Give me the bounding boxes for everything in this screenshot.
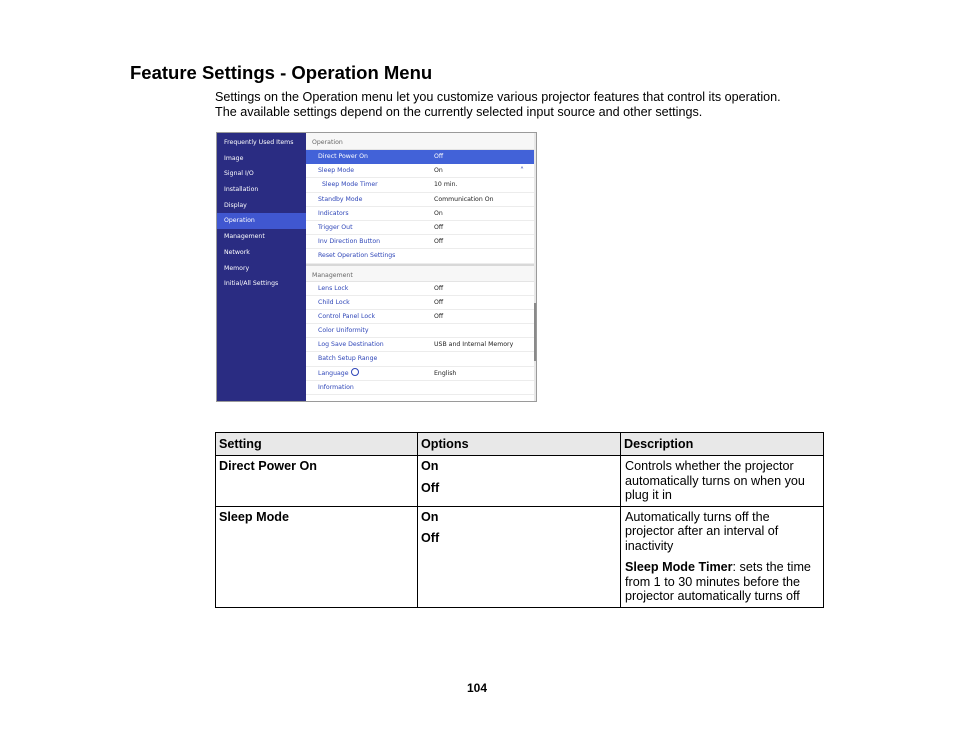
setting-options: [418, 456, 621, 507]
menu-row-child-lock[interactable]: [306, 296, 537, 310]
menu-row-label: Log Save Destination: [318, 341, 384, 349]
chevron-up-icon[interactable]: ˄: [520, 166, 524, 176]
sidebar-item-image[interactable]: Image: [224, 154, 244, 162]
setting-name: Direct Power On: [216, 456, 418, 507]
sidebar-item-display[interactable]: Display: [224, 201, 247, 209]
description-text: Controls whether the projector automatically turns on when you plug it in: [625, 459, 805, 502]
note-label: Sleep Mode Timer: [625, 560, 733, 574]
section-header-management: Management: [306, 264, 537, 282]
sidebar-item-installation[interactable]: Installation: [224, 186, 259, 194]
menu-row-lens-lock[interactable]: [306, 282, 537, 296]
menu-row-value: Off: [434, 223, 444, 231]
menu-scrollbar-thumb[interactable]: [534, 303, 537, 361]
page-title: Feature Settings - Operation Menu: [130, 62, 433, 83]
description-text: Automatically turns off the projector after an interval of inactivity: [625, 509, 779, 553]
menu-row-inv-direction-button[interactable]: [306, 235, 537, 249]
menu-row-label: Child Lock: [318, 298, 350, 306]
menu-row-value: Off: [434, 298, 444, 306]
menu-row-sleep-mode-timer[interactable]: [306, 178, 537, 192]
settings-table: [215, 432, 824, 608]
menu-row-label: Control Panel Lock: [318, 312, 376, 320]
option-value: On: [421, 509, 439, 524]
menu-row-label: Information: [318, 383, 354, 391]
option-value: On: [421, 459, 439, 473]
menu-row-value: On: [434, 209, 443, 217]
description-note: [625, 560, 820, 604]
menu-row-label: Lens Lock: [318, 284, 349, 292]
menu-row-label: Sleep Mode: [318, 167, 355, 175]
menu-row-label: [318, 367, 359, 381]
menu-row-label: Batch Setup Range: [318, 355, 378, 363]
page-number: 104: [466, 681, 488, 695]
note-text: : sets the time from 1 to 30 minutes before the projector automatically turns off: [625, 560, 811, 603]
menu-row-value: Communication On: [434, 195, 494, 203]
intro-line-1: Settings on the Operation menu let you customize various projector features that control its operation.: [215, 90, 781, 104]
menu-row-language[interactable]: [306, 367, 537, 381]
intro-paragraph: [215, 90, 781, 120]
menu-row-reset-operation-settings[interactable]: [306, 249, 537, 263]
sidebar-item-memory[interactable]: Memory: [224, 264, 250, 272]
column-header-setting: Setting: [216, 433, 418, 456]
sidebar-item-management[interactable]: Management: [224, 233, 265, 241]
menu-row-standby-mode[interactable]: [306, 193, 537, 207]
menu-row-cut-off: [306, 395, 537, 402]
setting-description: [621, 506, 824, 607]
menu-row-information[interactable]: [306, 381, 537, 395]
sidebar-item-frequently-used-items[interactable]: Frequently Used Items: [224, 139, 294, 146]
menu-row-value: Off: [434, 238, 444, 246]
menu-row-label: Color Uniformity: [318, 327, 369, 335]
intro-line-2: The available settings depend on the currently selected input source and other settings.: [215, 105, 703, 119]
menu-content-panel: [306, 133, 537, 401]
globe-icon: [351, 368, 359, 376]
option-value: Off: [421, 480, 440, 495]
menu-row-value: Off: [434, 153, 444, 160]
menu-row-value: Off: [434, 284, 444, 292]
menu-row-indicators[interactable]: [306, 207, 537, 221]
menu-row-sleep-mode[interactable]: [306, 164, 537, 178]
menu-row-color-uniformity[interactable]: [306, 324, 537, 338]
menu-row-value: USB and Internal Memory: [434, 341, 514, 349]
menu-row-label: Sleep Mode Timer: [322, 181, 378, 189]
menu-row-log-save-destination[interactable]: [306, 338, 537, 352]
menu-row-label: Inv Direction Button: [318, 238, 381, 246]
menu-row-batch-setup-range[interactable]: [306, 352, 537, 366]
menu-row-value: 10 min.: [434, 181, 458, 189]
table-row: [216, 456, 824, 507]
menu-row-value: English: [434, 369, 457, 377]
setting-name: Sleep Mode: [216, 506, 418, 607]
sidebar-item-network[interactable]: Network: [224, 248, 250, 256]
menu-row-label: Standby Mode: [318, 195, 363, 203]
table-row: [216, 506, 824, 607]
menu-row-label: Indicators: [318, 209, 349, 217]
table-header-row: [216, 433, 824, 456]
sidebar-item-signal-io[interactable]: Signal I/O: [224, 170, 254, 178]
operation-menu-screenshot: [216, 132, 537, 402]
menu-row-trigger-out[interactable]: [306, 221, 537, 235]
sidebar-item-operation[interactable]: Operation: [217, 213, 306, 229]
menu-row-label: Trigger Out: [318, 223, 353, 231]
section-header-operation: Operation: [306, 133, 537, 150]
menu-row-value: Off: [434, 312, 444, 320]
setting-options: [418, 506, 621, 607]
menu-row-value: On: [434, 167, 443, 175]
menu-row-direct-power-on[interactable]: [306, 150, 537, 164]
menu-sidebar: [217, 133, 306, 401]
menu-row-label: Reset Operation Settings: [318, 252, 396, 260]
column-header-options: Options: [418, 433, 621, 456]
setting-description: [621, 456, 824, 507]
sidebar-item-initial-all-settings[interactable]: Initial/All Settings: [224, 280, 279, 288]
menu-scrollbar[interactable]: [534, 133, 537, 401]
option-value: Off: [421, 531, 440, 545]
column-header-description: Description: [621, 433, 824, 456]
language-label-text: Language: [318, 369, 349, 377]
menu-row-control-panel-lock[interactable]: [306, 310, 537, 324]
menu-row-label: Direct Power On: [318, 153, 368, 160]
